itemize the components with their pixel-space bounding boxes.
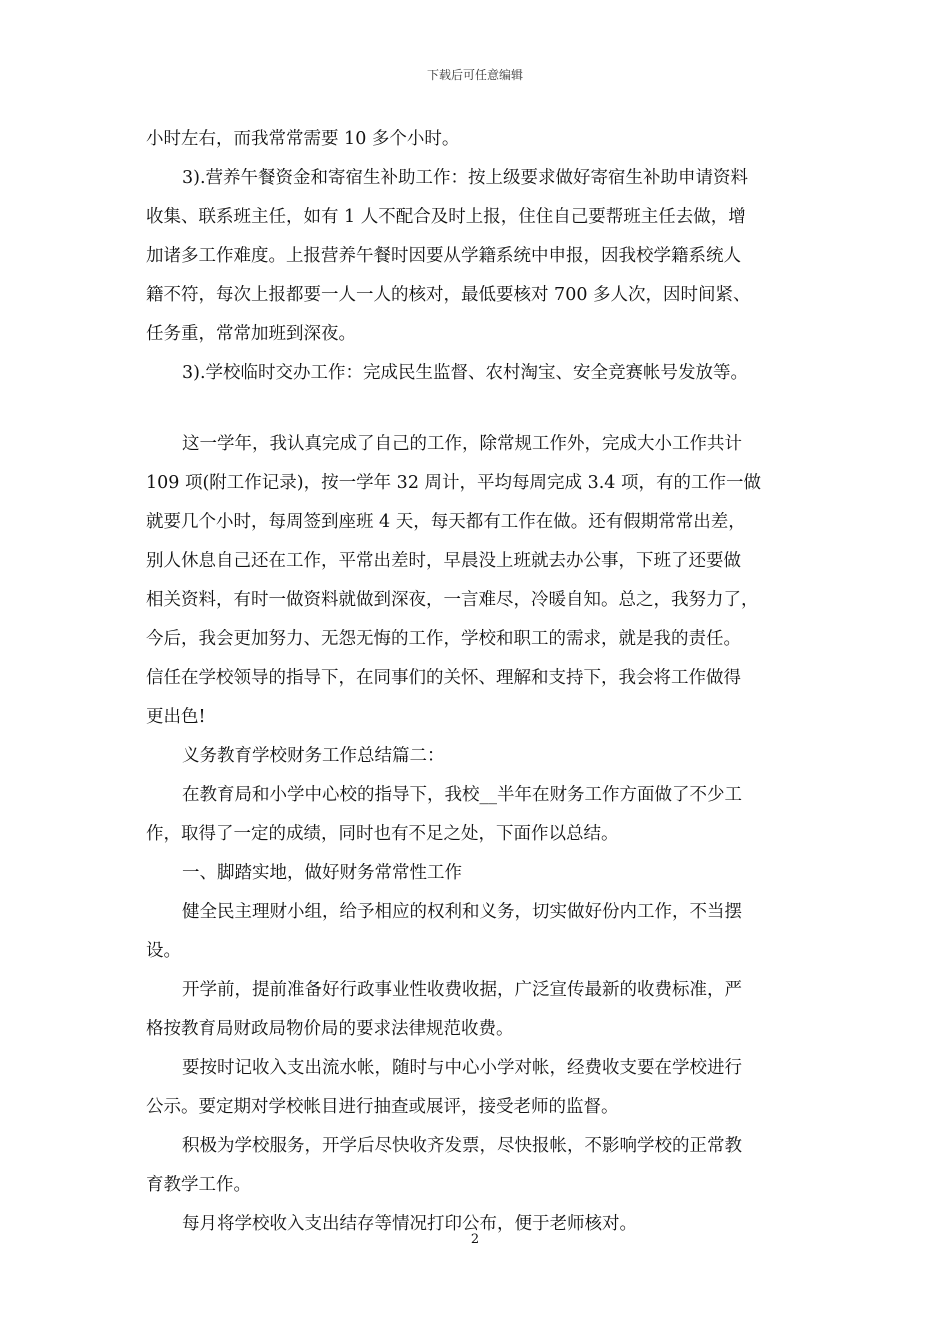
text-line: 相关资料，有时一做资料就做到深夜，一言难尽，冷暖自知。总之，我努力了，	[146, 590, 759, 610]
page-number: 2	[470, 1232, 480, 1247]
text-line: 更出色!	[146, 707, 206, 727]
text-line: 作，取得了一定的成绩，同时也有不足之处，下面作以总结。	[146, 824, 619, 844]
text-line: 加诸多工作难度。上报营养午餐时因要从学籍系统中申报，因我校学籍系统人	[146, 246, 741, 266]
text-line: 公示。要定期对学校帐目进行抽查或展评，接受老师的监督。	[146, 1097, 619, 1117]
text-line: 信任在学校领导的指导下，在同事们的关怀、理解和支持下，我会将工作做得	[146, 668, 741, 688]
text-line: 籍不符，每次上报都要一人一人的核对，最低要核对 700 多人次，因时间紧、	[146, 285, 751, 305]
text-line: 3).营养午餐资金和寄宿生补助工作：按上级要求做好寄宿生补助申请资料	[182, 168, 749, 188]
text-line: 就要几个小时，每周签到座班 4 天，每天都有工作在做。还有假期常常出差，	[146, 512, 746, 532]
page-header: 下载后可任意编辑	[426, 68, 523, 82]
text-line: 109 项(附工作记录)，按一学年 32 周计，平均每周完成 3.4 项，有的工作一做	[146, 473, 761, 493]
text-line: 健全民主理财小组，给予相应的权利和义务，切实做好份内工作，不当摆	[182, 902, 742, 922]
text-line: 别人休息自己还在工作，平常出差时，早晨没上班就去办公事，下班了还要做	[146, 551, 741, 571]
section-title: 义务教育学校财务工作总结篇二：	[182, 746, 445, 766]
text-line: 小时左右，而我常常需要 10 多个小时。	[146, 129, 460, 149]
section-heading: 一、脚踏实地，做好财务常常性工作	[182, 863, 462, 883]
text-line: 开学前，提前准备好行政事业性收费收据，广泛宣传最新的收费标准，严	[182, 980, 742, 1000]
text-line: 在教育局和小学中心校的指导下，我校__半年在财务工作方面做了不少工	[182, 785, 742, 805]
text-line: 要按时记收入支出流水帐，随时与中心小学对帐，经费收支要在学校进行	[182, 1058, 742, 1078]
text-line: 今后，我会更加努力、无怨无悔的工作，学校和职工的需求，就是我的责任。	[146, 629, 741, 649]
text-line: 格按教育局财政局物价局的要求法律规范收费。	[146, 1019, 514, 1039]
text-line: 这一学年，我认真完成了自己的工作，除常规工作外，完成大小工作共计	[182, 434, 742, 454]
text-line: 任务重，常常加班到深夜。	[146, 324, 356, 344]
text-line: 3).学校临时交办工作：完成民生监督、农村淘宝、安全竞赛帐号发放等。	[182, 363, 749, 383]
text-line: 积极为学校服务，开学后尽快收齐发票，尽快报帐，不影响学校的正常教	[182, 1136, 742, 1156]
text-line: 设。	[146, 941, 181, 961]
document-body	[146, 120, 826, 1244]
text-line: 收集、联系班主任，如有 1 人不配合及时上报，住住自己要帮班主任去做，增	[146, 207, 746, 227]
text-line: 每月将学校收入支出结存等情况打印公布，便于老师核对。	[182, 1214, 637, 1234]
paragraph-gap	[146, 393, 826, 425]
text-line: 育教学工作。	[146, 1175, 251, 1195]
